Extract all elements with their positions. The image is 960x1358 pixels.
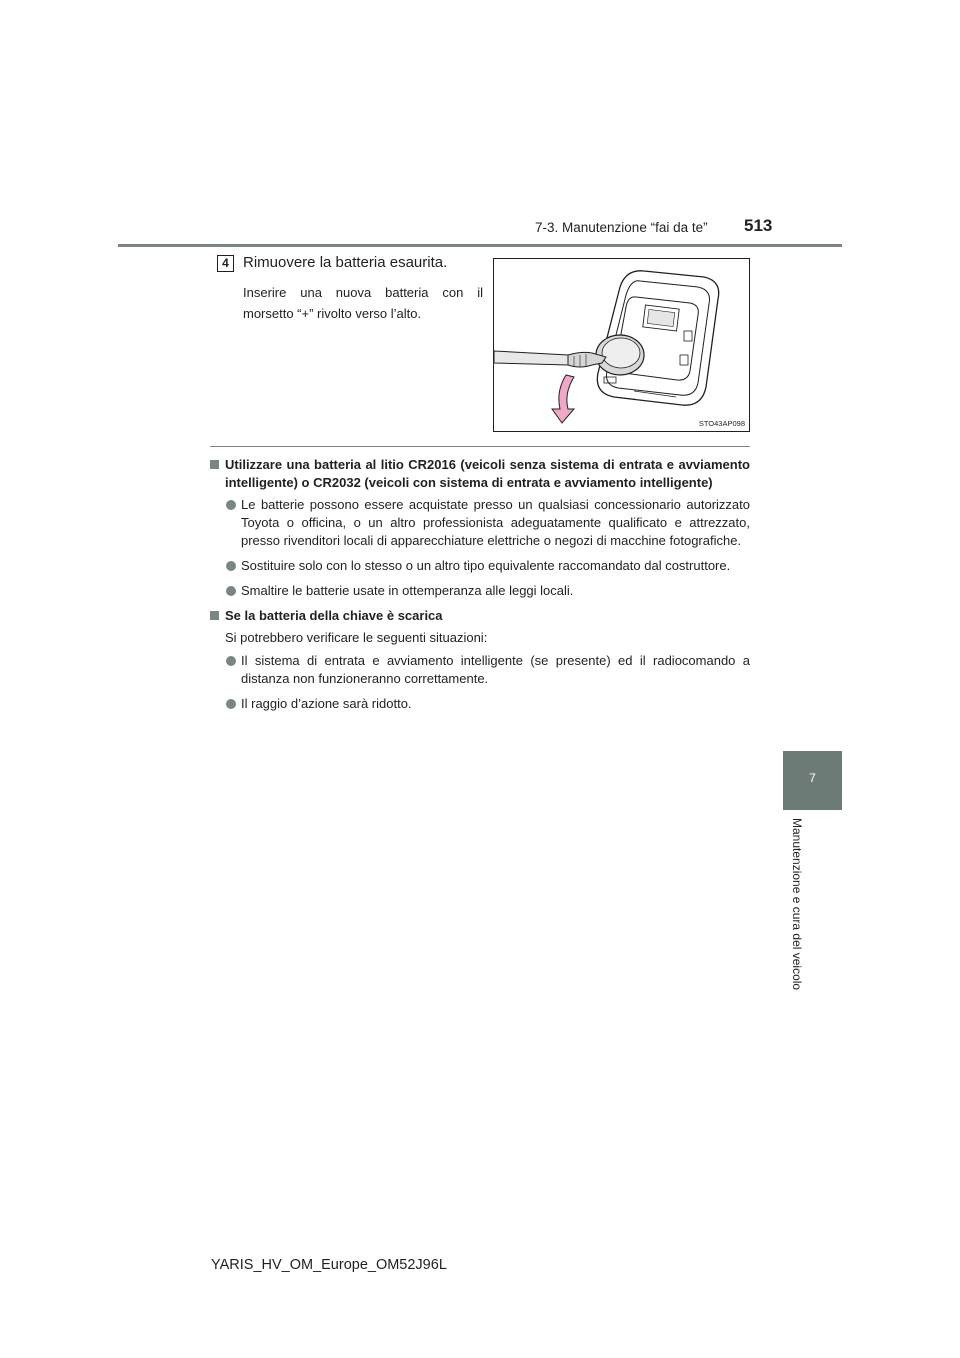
step-number-box: 4 <box>217 255 234 272</box>
chapter-label: Manutenzione e cura del veicolo <box>790 818 804 991</box>
note-heading-battery-type: Utilizzare una batteria al litio CR2016 (veicoli senza sistema di entrata e avviamento intelligente) o CR2032 (veicoli con sistema di entrata e avviamento intelligente) <box>210 456 750 492</box>
list-item: Il raggio d’azione sarà ridotto. <box>210 695 750 713</box>
circle-bullet-icon <box>226 656 236 666</box>
step-title: Rimuovere la batteria esaurita. <box>243 254 448 271</box>
document-code: YARIS_HV_OM_Europe_OM52J96L <box>211 1257 447 1273</box>
step-text: Inserire una nuova batteria con il morsetto “+” rivolto verso l’alto. <box>243 285 483 321</box>
header-rule <box>118 244 842 247</box>
page-number: 513 <box>744 216 773 235</box>
list-item: Sostituire solo con lo stesso o un altro tipo equivalente raccomandato dal costruttore. <box>210 557 750 575</box>
list-item: Le batterie possono essere acquistate presso un qualsiasi concessionario autorizzato Toyota o officina, o un altro professionista adeguatamente qualificato e attrezzato, presso rivenditori locali di apparecchiature elettriche o negozi di macchine fotografiche. <box>210 496 750 550</box>
separator-rule <box>210 446 750 447</box>
circle-bullet-icon <box>226 699 236 709</box>
chapter-number: 7 <box>809 771 816 785</box>
circle-bullet-icon <box>226 561 236 571</box>
square-bullet-icon <box>210 460 219 469</box>
list-item: Il sistema di entrata e avviamento intelligente (se presente) ed il radiocomando a distanza non funzioneranno correttamente. <box>210 652 750 688</box>
note-intro: Si potrebbero verificare le seguenti situazioni: <box>225 630 488 645</box>
figure-caption: STO43AP098 <box>698 419 745 428</box>
section-title: 7-3. Manutenzione “fai da te” <box>535 220 708 235</box>
note-heading-battery-low: Se la batteria della chiave è scarica <box>210 607 750 625</box>
key-battery-illustration <box>493 258 750 432</box>
circle-bullet-icon <box>226 500 236 510</box>
circle-bullet-icon <box>226 586 236 596</box>
list-item: Smaltire le batterie usate in ottemperanza alle leggi locali. <box>210 582 750 600</box>
chapter-tab <box>783 751 842 810</box>
key-fob-drawing <box>494 259 751 433</box>
notes-content <box>210 456 750 720</box>
square-bullet-icon <box>210 611 219 620</box>
